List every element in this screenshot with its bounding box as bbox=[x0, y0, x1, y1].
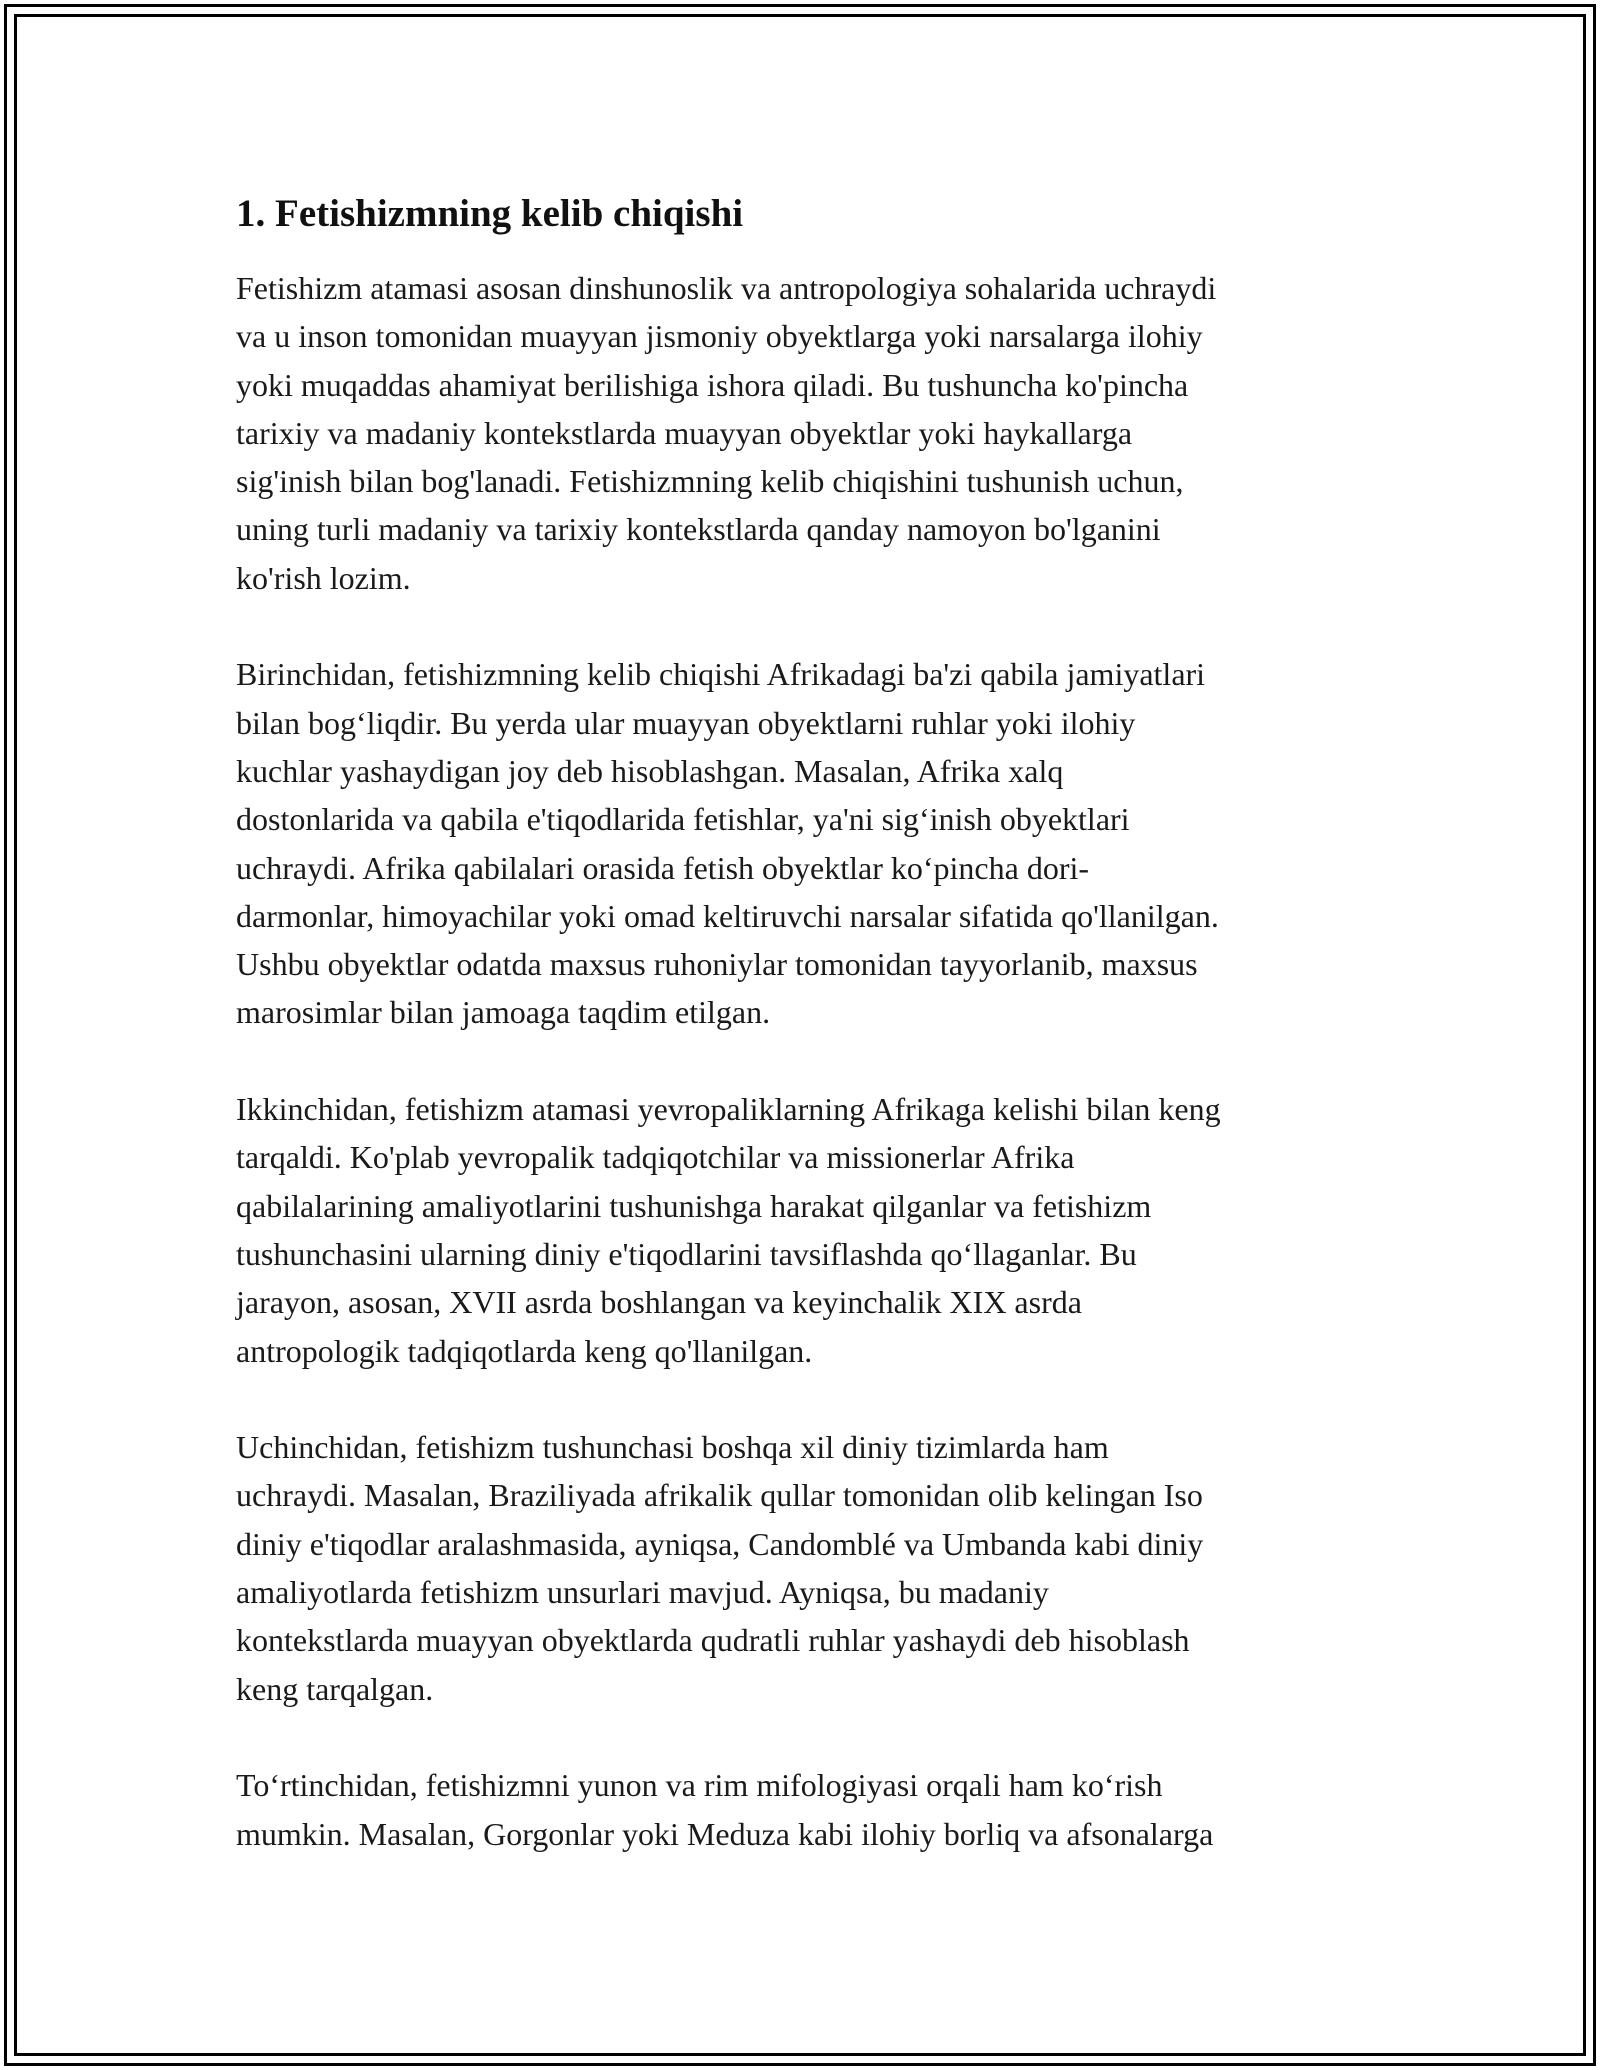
line: tarixiy va madaniy kontekstlarda muayyan obyektlar yoki haykallarga bbox=[236, 414, 1133, 451]
line: mumkin. Masalan, Gorgonlar yoki Meduza kabi ilohiy borliq va afsonalarga bbox=[236, 1815, 1214, 1852]
line: bilan bog‘liqdir. Bu yerda ular muayyan obyektlarni ruhlar yoki ilohiy bbox=[236, 704, 1136, 741]
line: uchraydi. Masalan, Braziliyada afrikalik qullar tomonidan olib kelingan Iso bbox=[236, 1477, 1203, 1514]
line: tushunchasini ularning diniy e'tiqodlarini tavsiflashda qo‘llaganlar. Bu bbox=[236, 1235, 1137, 1272]
line: uchraydi. Afrika qabilalari orasida fetish obyektlar ko‘pincha dori- bbox=[236, 849, 1090, 886]
line: qabilalarining amaliyotlarini tushunishga harakat qilganlar va fetishizm bbox=[236, 1187, 1152, 1224]
line: Ushbu obyektlar odatda maxsus ruhoniylar tomonidan tayyorlanib, maxsus bbox=[236, 946, 1198, 983]
paragraph-1 bbox=[236, 264, 1376, 602]
line: diniy e'tiqodlar aralashmasida, ayniqsa, Candomblé va Umbanda kabi diniy bbox=[236, 1525, 1204, 1562]
line: yoki muqaddas ahamiyat berilishiga ishora qiladi. Bu tushuncha ko'pincha bbox=[236, 366, 1189, 403]
line: kontekstlarda muayyan obyektlarda qudratli ruhlar yashaydi deb hisoblash bbox=[236, 1622, 1190, 1659]
line: marosimlar bilan jamoaga taqdim etilgan. bbox=[236, 994, 771, 1031]
line: sig'inish bilan bog'lanadi. Fetishizmning kelib chiqishini tushunish uchun, bbox=[236, 463, 1184, 500]
line: antropologik tadqiqotlarda keng qo'llanilgan. bbox=[236, 1332, 813, 1369]
line: Fetishizm atamasi asosan dinshunoslik va antropologiya sohalarida uchraydi bbox=[236, 270, 1217, 306]
paragraph-2 bbox=[236, 650, 1376, 1036]
paragraph-3 bbox=[236, 1085, 1376, 1375]
section-heading: 1. Fetishizmning kelib chiqishi bbox=[236, 192, 744, 235]
paragraph-4 bbox=[236, 1423, 1376, 1713]
line: uning turli madaniy va tarixiy kontekstlarda qanday namoyon bo'lganini bbox=[236, 511, 1161, 548]
line: Ikkinchidan, fetishizm atamasi yevropaliklarning Afrikaga kelishi bilan keng bbox=[236, 1091, 1221, 1128]
line: amaliyotlarda fetishizm unsurlari mavjud. Ayniqsa, bu madaniy bbox=[236, 1574, 1049, 1611]
line: jarayon, asosan, XVII asrda boshlangan va keyinchalik XIX asrda bbox=[236, 1284, 1082, 1321]
line: darmonlar, himoyachilar yoki omad keltiruvchi narsalar sifatida qo'llanilgan. bbox=[236, 897, 1219, 934]
line: kuchlar yashaydigan joy deb hisoblashgan. Masalan, Afrika xalq bbox=[236, 752, 1064, 789]
line: Uchinchidan, fetishizm tushunchasi boshqa xil diniy tizimlarda ham bbox=[236, 1429, 1109, 1466]
line: va u inson tomonidan muayyan jismoniy obyektlarga yoki narsalarga ilohiy bbox=[236, 318, 1203, 355]
line: Birinchidan, fetishizmning kelib chiqishi Afrikadagi ba'zi qabila jamiyatlari bbox=[236, 656, 1206, 693]
line: tarqaldi. Ko'plab yevropalik tadqiqotchilar va missionerlar Afrika bbox=[236, 1139, 1075, 1176]
line: ko'rish lozim. bbox=[236, 559, 411, 596]
paragraph-5 bbox=[236, 1761, 1376, 1858]
line: To‘rtinchidan, fetishizmni yunon va rim mifologiyasi orqali ham ko‘rish bbox=[236, 1767, 1163, 1804]
line: dostonlarida va qabila e'tiqodlarida fetishlar, ya'ni sig‘inish obyektlari bbox=[236, 801, 1130, 838]
line: keng tarqalgan. bbox=[236, 1670, 434, 1707]
document-body bbox=[236, 186, 1376, 1858]
